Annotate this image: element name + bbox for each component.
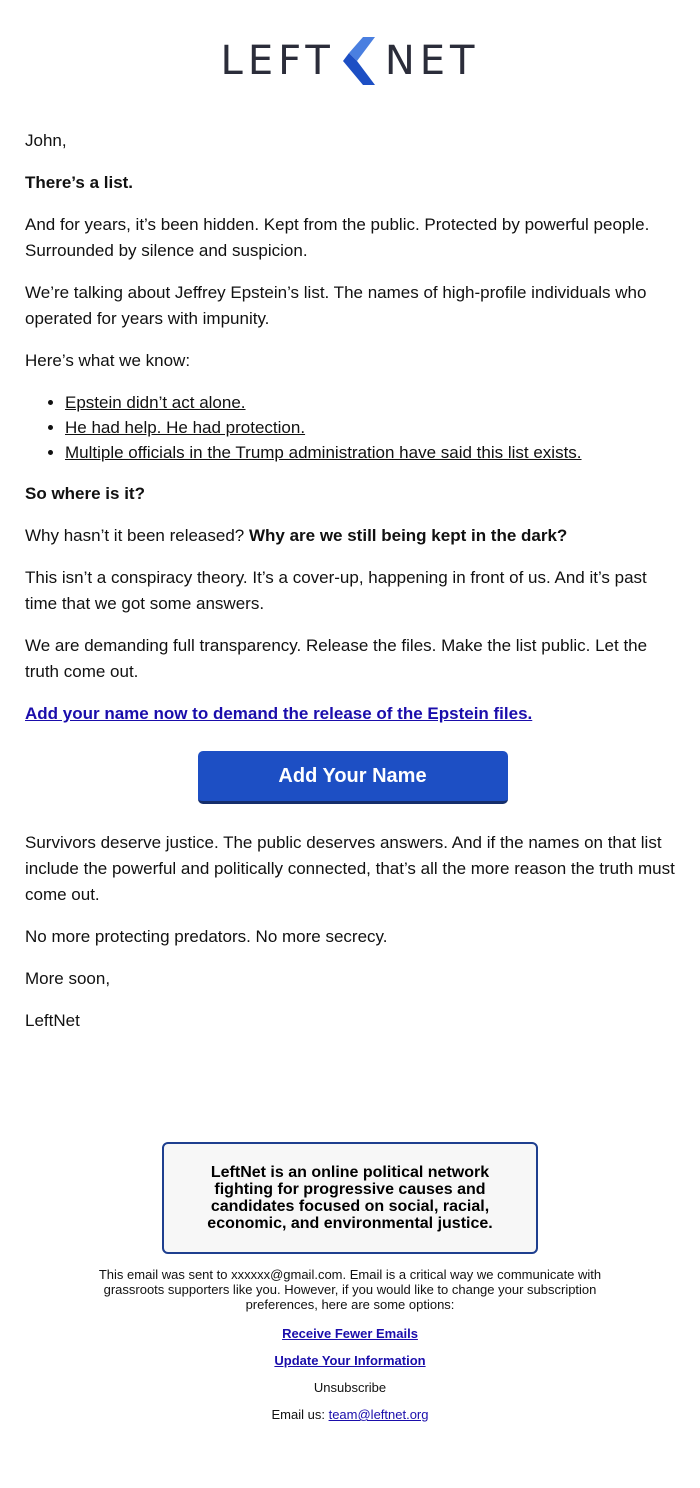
paragraph-6: We are demanding full transparency. Release the files. Make the list public. Let the truth come out. <box>25 636 648 681</box>
add-name-link[interactable]: Add your name now to demand the release of the Epstein files. <box>25 704 533 723</box>
list-item <box>65 415 680 440</box>
footer-row <box>70 1326 630 1353</box>
email-address-link[interactable]: team@leftnet.org <box>328 1407 429 1422</box>
email-us-label: Email us: <box>271 1407 329 1422</box>
footer-row <box>70 1380 630 1407</box>
leftnet-logo <box>0 36 700 86</box>
paragraph-4-bold: Why are we still being kept in the dark? <box>248 526 568 545</box>
footer-notice: This email was sent to xxxxxx@gmail.com. Email is a critical way we communicate with grassroots supporters like you. However, if you would like to change your subscription preferences, here are some options: <box>98 1267 602 1312</box>
signature: LeftNet <box>25 1011 80 1030</box>
paragraph-4 <box>25 523 680 549</box>
update-information-link[interactable]: Update Your Information <box>274 1353 426 1368</box>
logo-left-text: LEFT <box>220 38 335 84</box>
greeting: John, <box>25 131 67 150</box>
button-wrapper <box>25 751 680 804</box>
question-text: So where is it? <box>25 484 145 503</box>
email-body <box>25 128 680 1050</box>
list-item <box>65 390 680 415</box>
headline <box>25 170 680 196</box>
list-item-text: Epstein didn’t act alone. <box>65 393 246 412</box>
facts-list <box>25 390 680 465</box>
question <box>25 481 680 507</box>
paragraph-2: We’re talking about Jeffrey Epstein’s list. The names of high-profile individuals who operated for years with impunity. <box>25 283 647 328</box>
cta-paragraph <box>25 701 680 727</box>
about-box <box>162 1142 538 1254</box>
paragraph-8: No more protecting predators. No more secrecy. <box>25 927 388 946</box>
footer-row <box>70 1407 630 1434</box>
paragraph-7: Survivors deserve justice. The public deserves answers. And if the names on that list include the powerful and politically connected, that’s all the more reason the truth must come out. <box>25 833 675 904</box>
footer <box>70 1267 630 1434</box>
paragraph-1: And for years, it’s been hidden. Kept from the public. Protected by powerful people. Surrounded by silence and suspicion. <box>25 215 650 260</box>
unsubscribe-link[interactable]: Unsubscribe <box>313 1380 387 1395</box>
list-item-text: He had help. He had protection. <box>65 418 306 437</box>
headline-text: There’s a list. <box>25 173 134 192</box>
logo-right-text: NET <box>384 38 480 84</box>
signoff: More soon, <box>25 969 111 988</box>
chevron-left-icon <box>341 37 375 85</box>
add-your-name-button[interactable]: Add Your Name <box>198 751 508 804</box>
list-item <box>65 440 680 465</box>
footer-row <box>70 1353 630 1380</box>
paragraph-3: Here’s what we know: <box>25 351 191 370</box>
about-text: LeftNet is an online political network fighting for progressive causes and candidates focused on social, racial, economic, and environmental justice. <box>207 1164 493 1232</box>
paragraph-4-normal: Why hasn’t it been released? <box>25 526 249 545</box>
list-item-text: Multiple officials in the Trump administration have said this list exists. <box>65 443 582 462</box>
receive-fewer-emails-link[interactable]: Receive Fewer Emails <box>282 1326 418 1341</box>
paragraph-5: This isn’t a conspiracy theory. It’s a cover-up, happening in front of us. And it’s past time that we got some answers. <box>25 568 647 613</box>
